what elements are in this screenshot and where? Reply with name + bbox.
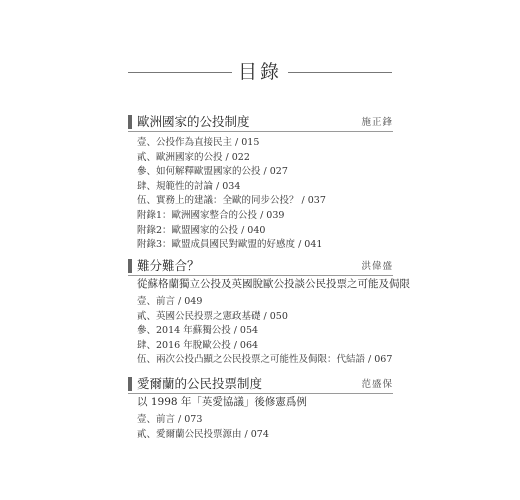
toc-section [128, 257, 410, 368]
entry-list [128, 295, 393, 368]
entry-list [128, 413, 393, 442]
toc-entry[interactable]: 伍、實務上的建議：全歐的同步公投？ / 037 [137, 195, 326, 207]
toc-entry[interactable]: 壹、前言 / 049 [137, 296, 203, 307]
toc-entry[interactable]: 貳、愛爾蘭公民投票源由 / 074 [137, 428, 269, 440]
section-author: 施正鋒 [361, 117, 393, 128]
toc-entry[interactable]: 肆、2016 年脫歐公投 / 064 [137, 339, 259, 351]
toc-entry[interactable]: 壹、前言 / 073 [137, 414, 203, 425]
section-subtitle: 以 1998 年「英愛協議」後修憲爲例 [137, 396, 307, 408]
title-rule-right [288, 72, 392, 73]
toc-entry[interactable]: 壹、公投作為直接民主 / 015 [137, 137, 260, 148]
entry-list [128, 136, 393, 253]
toc-entry[interactable]: 參、如何解釋歐盟國家的公投 / 027 [137, 166, 288, 178]
section-subtitle: 從蘇格蘭獨立公投及英國脫歐公投談公民投票之可能及侷限 [137, 278, 410, 290]
section-author: 范盛保 [361, 379, 393, 390]
section-marker [128, 259, 132, 273]
toc-entry[interactable]: 貳、英國公民投票之憲政基礎 / 050 [137, 310, 288, 322]
toc-entry[interactable]: 伍、兩次公投凸顯之公民投票之可能性及侷限：代結語 / 067 [137, 354, 393, 366]
section-title: 歐洲國家的公投制度 [137, 114, 250, 129]
section-header [128, 257, 393, 276]
section-title: 難分難合？ [137, 258, 200, 273]
section-marker [128, 377, 132, 391]
toc-entry[interactable]: 附錄1：歐洲國家整合的公投 / 039 [137, 209, 285, 221]
page-title: 目錄 [237, 61, 282, 83]
title-rule-left [128, 72, 232, 73]
section-author: 洪偉盛 [361, 261, 393, 272]
page-title-row [128, 58, 392, 86]
toc-entry[interactable]: 貳、歐洲國家的公投 / 022 [137, 151, 250, 163]
section-marker [128, 115, 132, 129]
toc-section [128, 113, 393, 253]
toc-entry[interactable]: 附錄2：歐盟國家的公投 / 040 [137, 224, 266, 236]
section-header [128, 113, 393, 132]
toc-entry[interactable]: 肆、規範性的討論 / 034 [137, 180, 241, 192]
section-title: 愛爾蘭的公民投票制度 [137, 376, 263, 391]
toc-entry[interactable]: 附錄3：歐盟成員國民對歐盟的好感度 / 041 [137, 239, 323, 251]
section-header [128, 375, 393, 394]
toc-entry[interactable]: 參、2014 年蘇獨公投 / 054 [137, 325, 259, 337]
toc-section [128, 375, 393, 442]
